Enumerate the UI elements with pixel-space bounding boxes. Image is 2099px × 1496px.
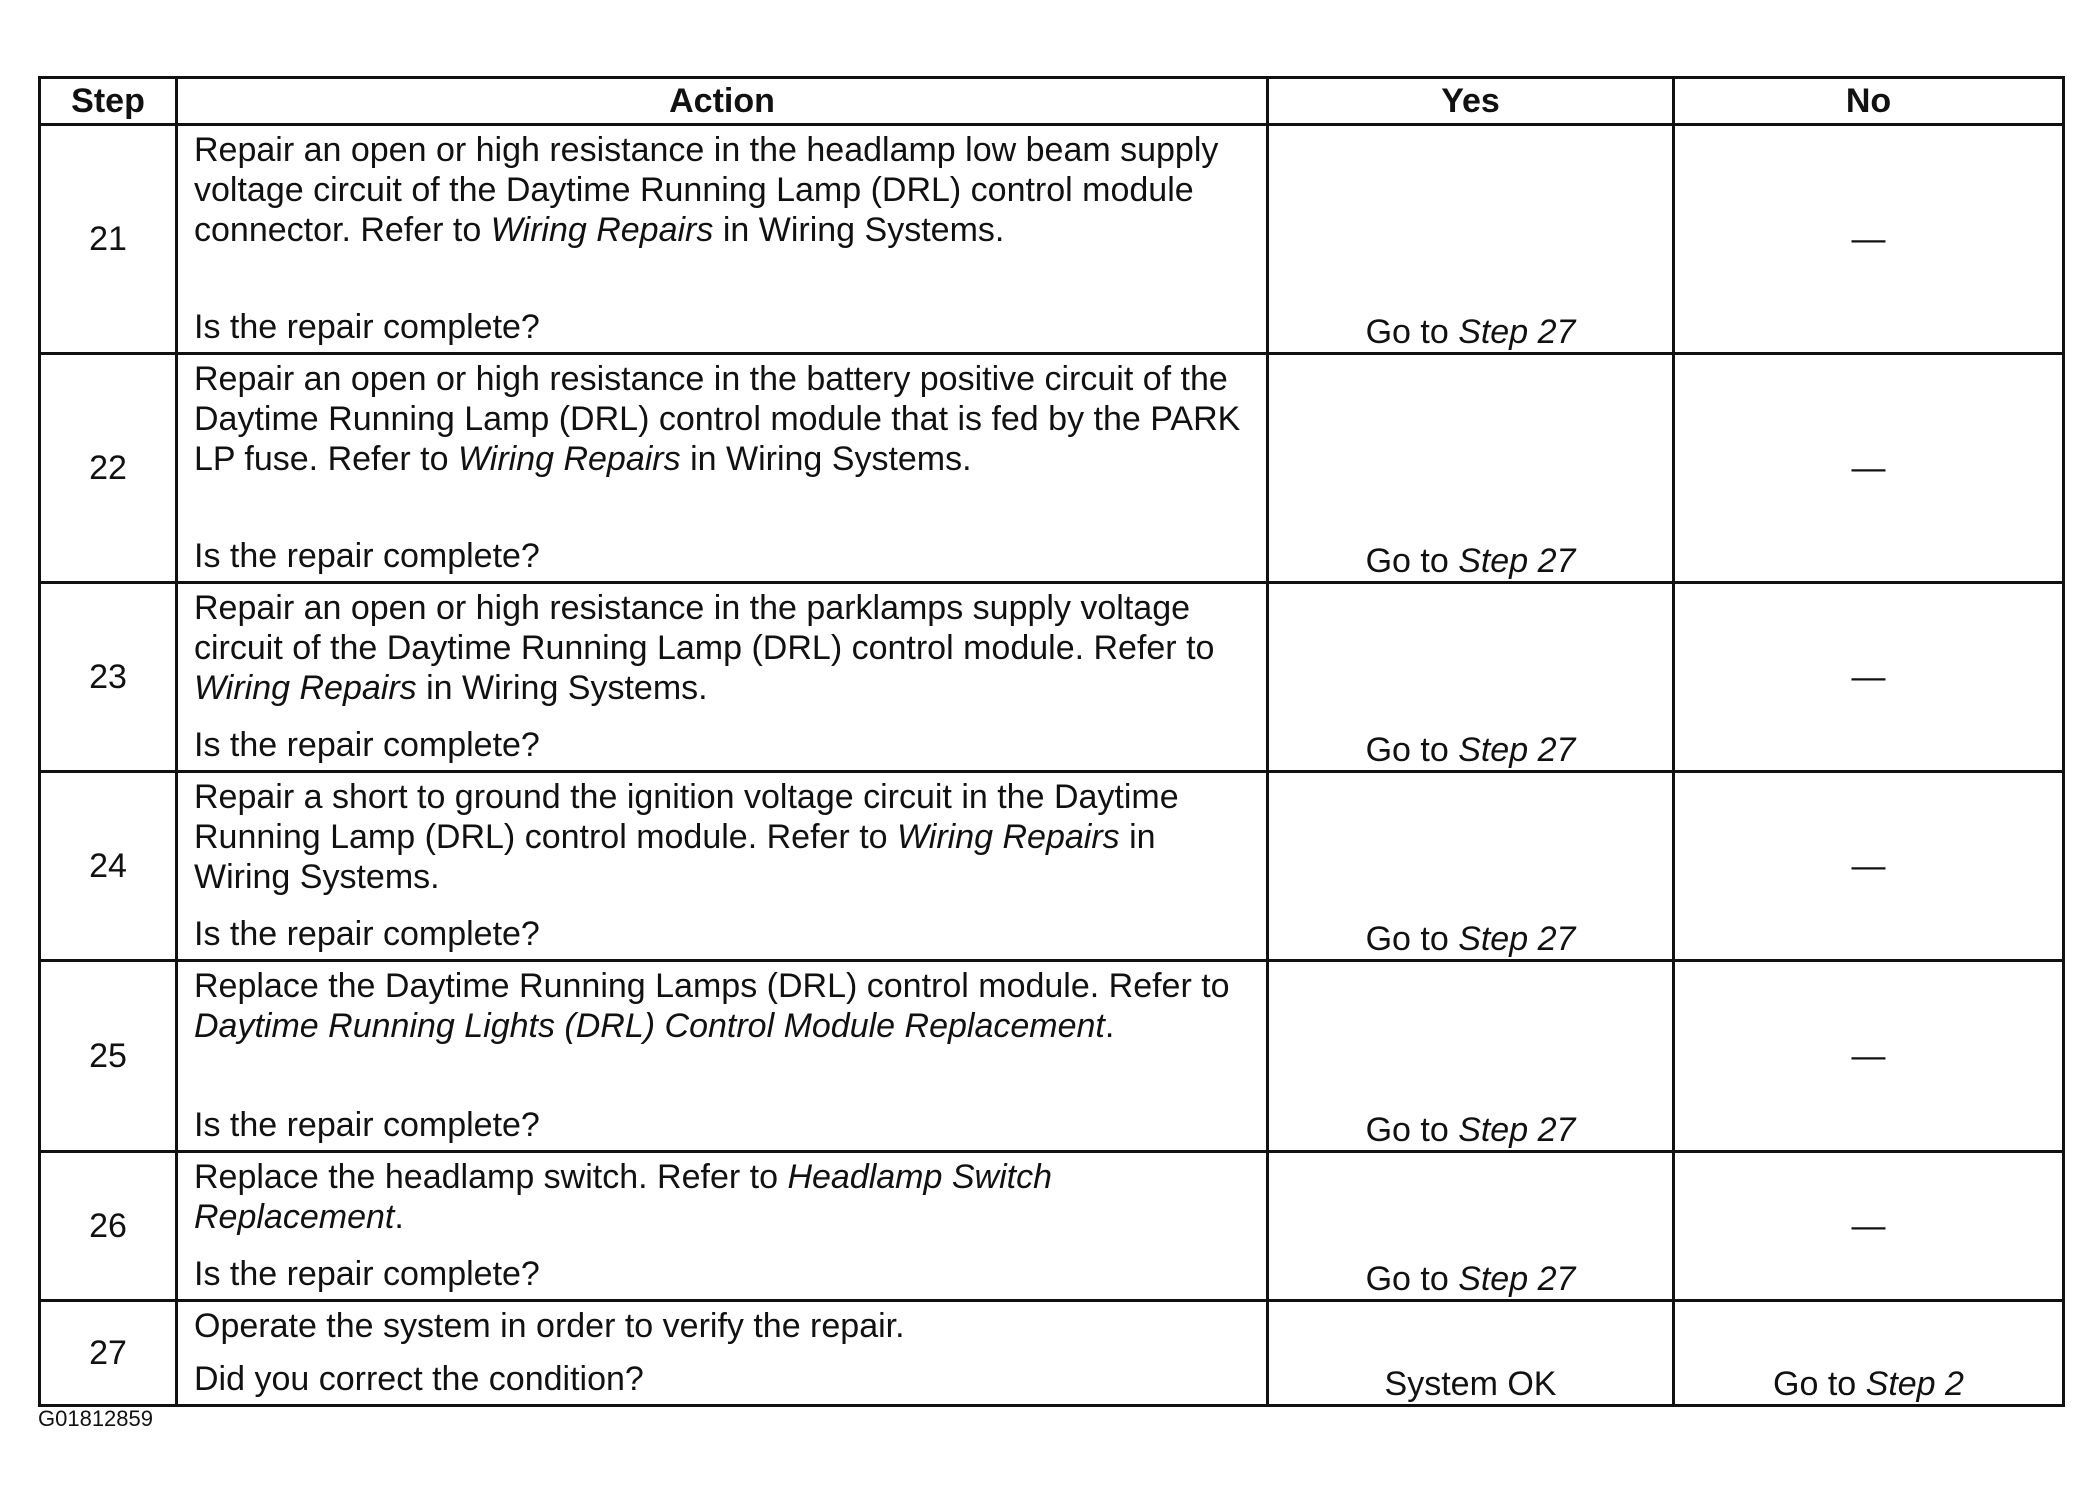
no-result — [1674, 583, 2064, 772]
table-row — [40, 583, 2064, 772]
table-row — [40, 961, 2064, 1152]
header-no: No — [1674, 78, 2064, 125]
yes-text: Go to — [1365, 542, 1459, 580]
action-cell — [177, 583, 1268, 772]
step-reference: Step 27 — [1458, 1111, 1576, 1149]
not-applicable-dash: — — [1851, 219, 1886, 258]
yes-text: Go to — [1365, 313, 1459, 351]
table-row — [40, 125, 2064, 354]
action-text — [194, 777, 1256, 897]
step-reference: Step 27 — [1458, 920, 1576, 958]
no-result — [1674, 125, 2064, 354]
action-text-segment: Repair an open or high resistance in the parklamps supply voltage circuit of the Daytime Running Lamp (DRL) control module. Refer to — [194, 589, 1215, 667]
no-result — [1674, 772, 2064, 961]
yes-result — [1268, 961, 1674, 1152]
table-row — [40, 772, 2064, 961]
yes-text: Go to — [1365, 920, 1459, 958]
yes-result — [1268, 1152, 1674, 1301]
step-number: 22 — [40, 354, 177, 583]
action-text — [194, 966, 1256, 1046]
reference-link-text: Wiring Repairs — [457, 440, 681, 478]
no-text: Go to — [1773, 1365, 1866, 1403]
not-applicable-dash: — — [1851, 1206, 1886, 1245]
header-step: Step — [40, 78, 177, 125]
not-applicable-dash: — — [1851, 846, 1886, 885]
action-cell — [177, 354, 1268, 583]
action-cell — [177, 961, 1268, 1152]
yes-text: Go to — [1365, 1111, 1459, 1149]
action-text-segment: in Wiring Systems. — [713, 211, 1005, 249]
yes-result — [1268, 354, 1674, 583]
action-text — [194, 130, 1256, 250]
action-cell — [177, 1152, 1268, 1301]
reference-link-text: Wiring Repairs — [194, 669, 417, 707]
step-reference: Step 2 — [1865, 1365, 1964, 1403]
yes-result — [1268, 772, 1674, 961]
diagnostic-table — [38, 76, 2065, 1407]
not-applicable-dash: — — [1851, 448, 1886, 487]
action-text-segment: in Wiring Systems. — [194, 818, 1156, 896]
step-number: 24 — [40, 772, 177, 961]
table-row — [40, 354, 2064, 583]
action-question: Is the repair complete? — [194, 726, 540, 764]
action-question: Did you correct the condition? — [194, 1360, 644, 1398]
step-number: 21 — [40, 125, 177, 354]
action-cell — [177, 772, 1268, 961]
table-body — [40, 125, 2064, 1406]
step-number: 23 — [40, 583, 177, 772]
reference-link-text: Wiring Repairs — [490, 211, 714, 249]
step-number: 26 — [40, 1152, 177, 1301]
figure-id: G01812859 — [38, 1406, 153, 1431]
reference-link-text: Headlamp Switch Replacement — [194, 1158, 1052, 1236]
yes-text: Go to — [1365, 1260, 1459, 1298]
action-text — [194, 588, 1256, 708]
table-row — [40, 1152, 2064, 1301]
action-cell — [177, 125, 1268, 354]
action-text-segment: in Wiring Systems. — [680, 440, 972, 478]
action-question: Is the repair complete? — [194, 1255, 540, 1293]
yes-result — [1268, 1301, 1674, 1406]
step-reference: Step 27 — [1458, 542, 1576, 580]
action-cell — [177, 1301, 1268, 1406]
step-reference: Step 27 — [1458, 731, 1576, 769]
action-text — [194, 1306, 1256, 1346]
action-question: Is the repair complete? — [194, 915, 540, 953]
no-result — [1674, 354, 2064, 583]
step-reference: Step 27 — [1458, 313, 1576, 351]
table-header-row — [40, 78, 2064, 125]
yes-text: System OK — [1384, 1365, 1557, 1403]
action-text-segment: Replace the Daytime Running Lamps (DRL) control module. Refer to — [194, 967, 1230, 1005]
action-question: Is the repair complete? — [194, 1106, 540, 1144]
no-result — [1674, 1152, 2064, 1301]
no-result — [1674, 961, 2064, 1152]
step-number: 27 — [40, 1301, 177, 1406]
action-question: Is the repair complete? — [194, 308, 540, 346]
yes-text: Go to — [1365, 731, 1459, 769]
action-text-segment: . — [1104, 1007, 1115, 1045]
action-text — [194, 359, 1256, 479]
reference-link-text: Daytime Running Lights (DRL) Control Module Replacement — [194, 1007, 1105, 1045]
yes-result — [1268, 125, 1674, 354]
action-text — [194, 1157, 1256, 1237]
yes-result — [1268, 583, 1674, 772]
header-action: Action — [177, 78, 1268, 125]
not-applicable-dash: — — [1851, 657, 1886, 696]
action-text-segment: . — [394, 1198, 404, 1236]
step-reference: Step 27 — [1458, 1260, 1576, 1298]
reference-link-text: Wiring Repairs — [897, 818, 1120, 856]
action-question: Is the repair complete? — [194, 537, 540, 575]
action-text-segment: Repair a short to ground the ignition voltage circuit in the Daytime Running Lamp (DRL) control module. Refer to — [194, 778, 1179, 856]
table-row — [40, 1301, 2064, 1406]
not-applicable-dash: — — [1851, 1036, 1886, 1075]
action-text-segment: Repair an open or high resistance in the headlamp low beam supply voltage circuit of the Daytime Running Lamp (DRL) control module connector. Refer to — [194, 131, 1219, 249]
action-text-segment: Repair an open or high resistance in the battery positive circuit of the Daytime Running Lamp (DRL) control module that is fed by the PARK LP fuse. Refer to — [194, 360, 1241, 478]
action-text-segment: Replace the headlamp switch. Refer to — [194, 1158, 788, 1196]
action-text-segment: Operate the system in order to verify the repair. — [194, 1307, 905, 1345]
header-yes: Yes — [1268, 78, 1674, 125]
action-text-segment: in Wiring Systems. — [416, 669, 708, 707]
step-number: 25 — [40, 961, 177, 1152]
no-result — [1674, 1301, 2064, 1406]
